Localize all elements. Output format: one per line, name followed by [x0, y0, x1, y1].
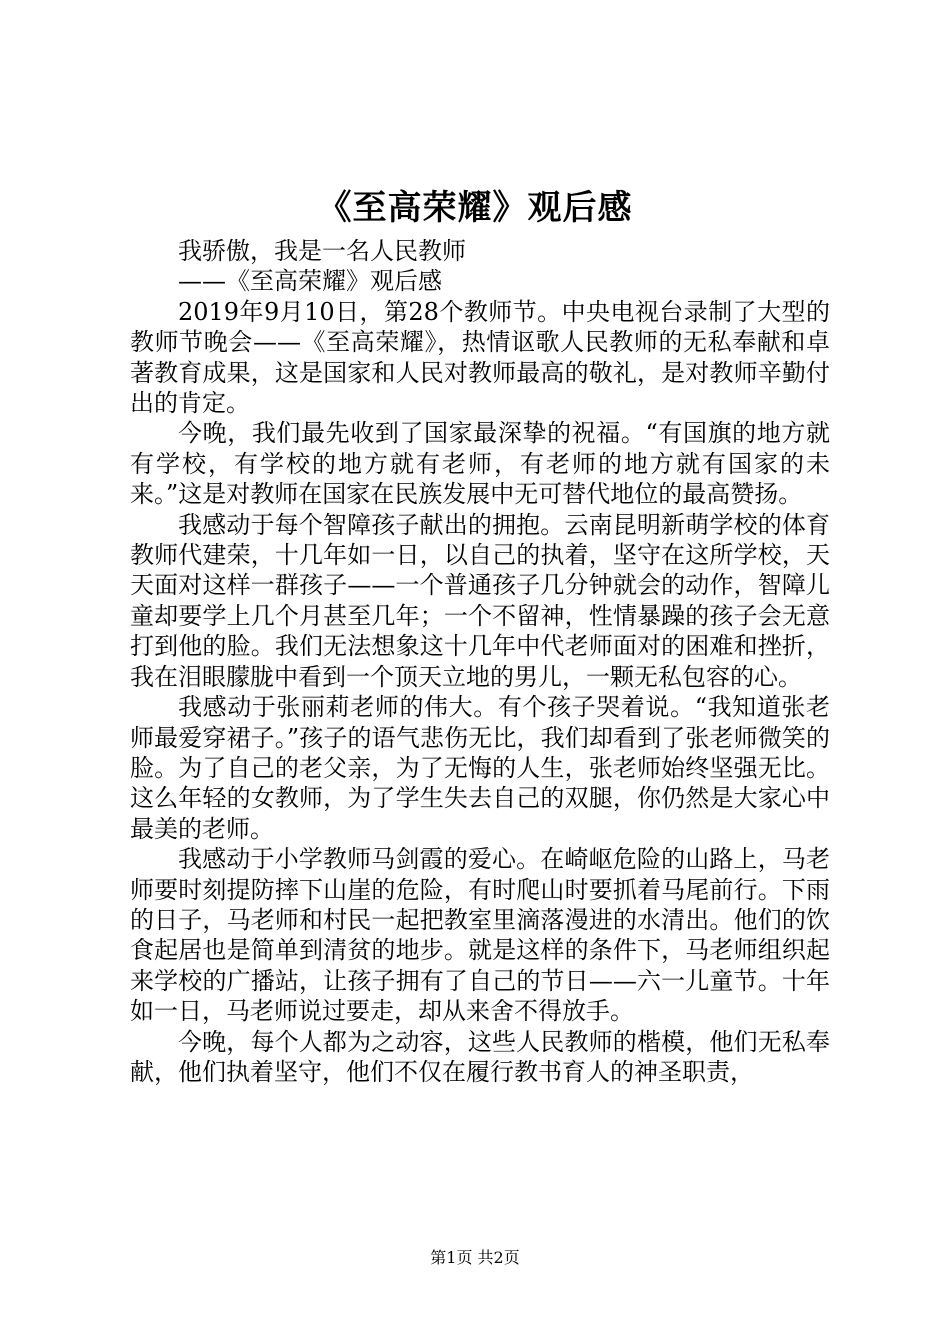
paragraph-subtitle-line1: 我骄傲，我是一名人民教师 — [178, 237, 466, 265]
page-number-footer: 第1页 共2页 — [430, 1248, 520, 1267]
paragraph-subtitle-line2: ——《至高荣耀》观后感 — [178, 267, 442, 296]
paragraph-blessing: 今晚，我们最先收到了国家最深挚的祝福。“有国旗的地方就有学校，有学校的地方就有老师，有老师的地方就有国家的未来。”这是对教师在国家在民族发展中无可替代地位的最高赞扬。 — [130, 419, 830, 509]
paragraph-dai-jianrong: 我感动于每个智障孩子献出的拥抱。云南昆明新萌学校的体育教师代建荣，十几年如一日，以自己的执着，坚守在这所学校，天天面对这样一群孩子——一个普通孩子几分钟就会的动作，智障儿童却要学上几个月甚至几年；一个不留神，性情暴躁的孩子会无意打到他的脸。我们无法想象这十几年中代老师面对的困难和挫折，我在泪眼朦胧中看到一个顶天立地的男儿，一颗无私包容的心。 — [130, 510, 830, 691]
paragraph-zhang-lili: 我感动于张丽莉老师的伟大。有个孩子哭着说。“我知道张老师最爱穿裙子。”孩子的语气悲伤无比，我们却看到了张老师微笑的脸。为了自己的老父亲，为了无悔的人生，张老师始终坚强无比。这么年轻的女教师，为了学生失去自己的双腿，你仍然是大家心中最美的老师。 — [130, 693, 830, 843]
document-title: 《至高荣耀》观后感 — [317, 188, 633, 228]
paragraph-closing: 今晚，每个人都为之动容，这些人民教师的楷模，他们无私奉献，他们执着坚守，他们不仅在履行教书育人的神圣职责， — [130, 1027, 830, 1086]
paragraph-ma-jianxia: 我感动于小学教师马剑霞的爱心。在崎岖危险的山路上，马老师要时刻提防摔下山崖的危险，有时爬山时要抓着马尾前行。下雨的日子，马老师和村民一起把教室里滴落漫进的水清出。他们的饮食起居也是简单到清贫的地步。就是这样的条件下，马老师组织起来学校的广播站，让孩子拥有了自己的节日——六一儿童节。十年如一日，马老师说过要走，却从来舍不得放手。 — [130, 845, 830, 1026]
document-body — [130, 236, 830, 1087]
paragraph-intro: 2019年9月10日，第28个教师节。中央电视台录制了大型的教师节晚会——《至高荣耀》，热情讴歌人民教师的无私奉献和卓著教育成果，这是国家和人民对教师最高的敬礼，是对教师辛勤付出的肯定。 — [130, 297, 830, 418]
